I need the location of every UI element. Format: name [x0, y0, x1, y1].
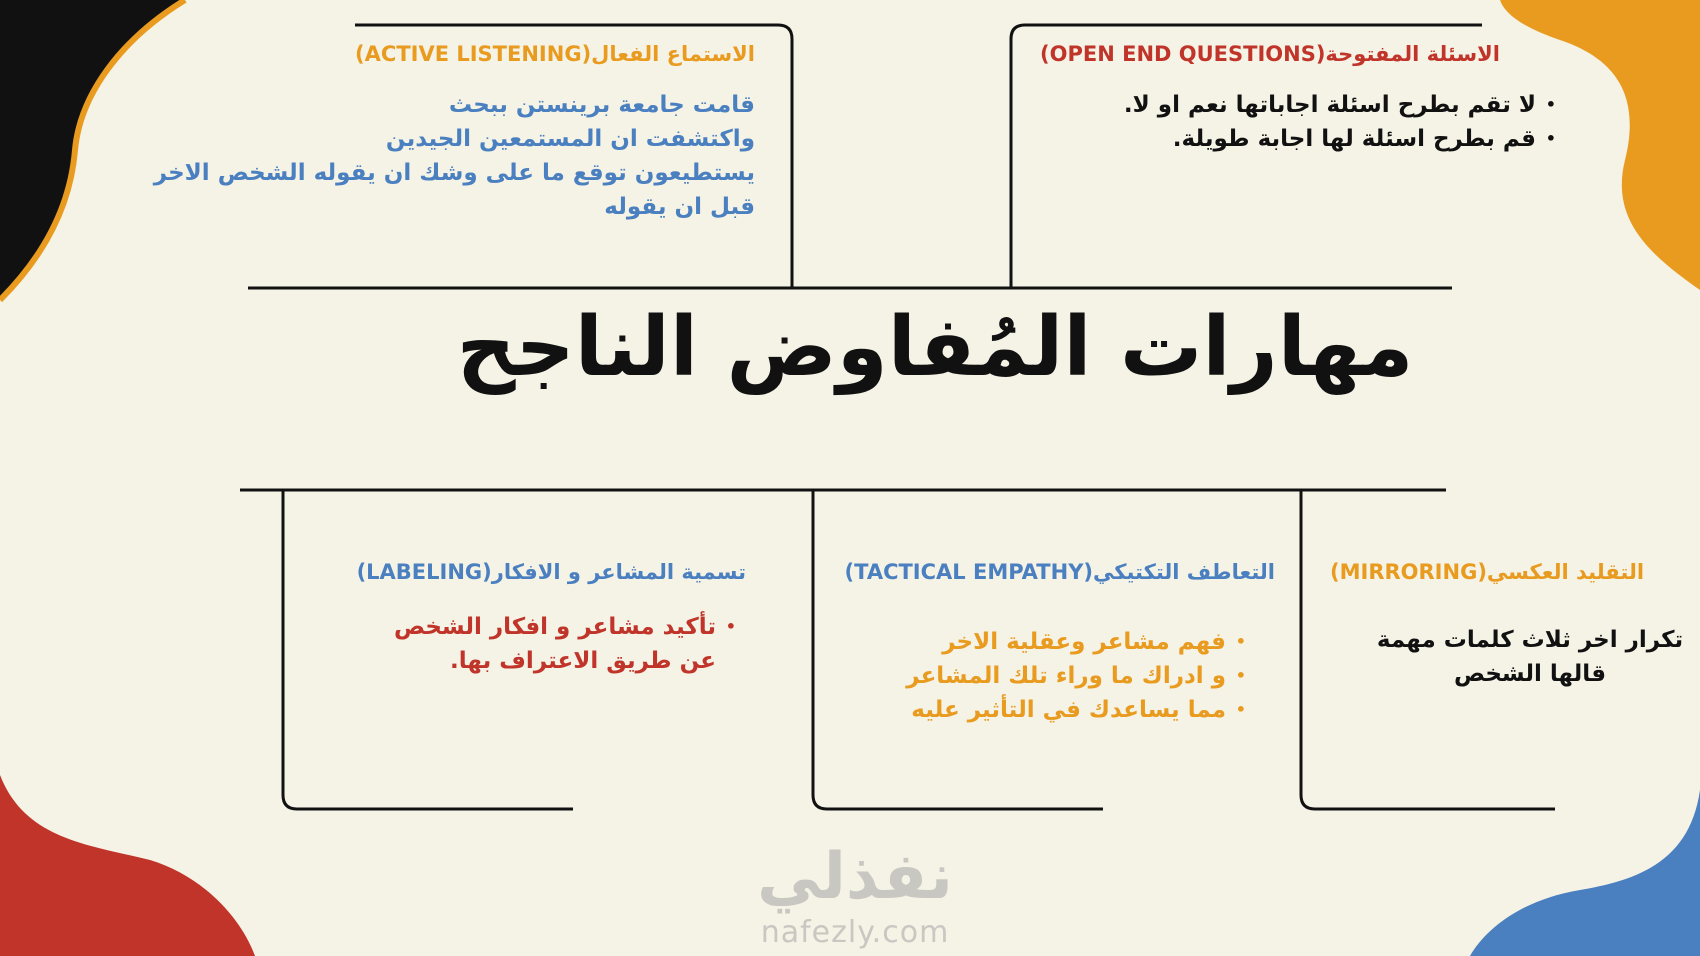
mirroring-header: التقليد العكسي(MIRRORING) [1330, 560, 1645, 584]
text-line: قالها الشخص [1453, 661, 1607, 687]
labeling-header: تسمية المشاعر و الافكار(LABELING) [356, 560, 746, 584]
text-line: واكتشفت ان المستمعين الجيدين [385, 126, 755, 152]
active-listening-text [130, 88, 755, 224]
list-item: • تأكيد مشاعر و افكار الشخص عن طريق الاعتراف بها. [380, 610, 740, 678]
list-item: • لا تقم بطرح اسئلة اجاباتها نعم او لا. [1040, 88, 1560, 122]
watermark-arabic: نفذلي [757, 840, 953, 914]
text-line: يستطيعون توقع ما على وشك ان يقوله الشخص الاخر [153, 160, 755, 186]
text-line: قبل ان يقوله [604, 194, 755, 220]
open-questions-list [1040, 88, 1560, 156]
mirroring-clip [1330, 545, 1700, 725]
open-questions-header: الاسئلة المفتوحة(OPEN END QUESTIONS) [1040, 42, 1500, 66]
bottom-right-blob [1470, 790, 1700, 956]
list-item: • قم بطرح اسئلة لها اجابة طويلة. [1040, 122, 1560, 156]
list-item: • و ادراك ما وراء تلك المشاعر [860, 659, 1250, 693]
mirroring-text [1330, 623, 1700, 691]
list-item: • فهم مشاعر وعقلية الاخر [860, 625, 1250, 659]
tactical-empathy-header: التعاطف التكتيكي(TACTICAL EMPATHY) [844, 560, 1275, 584]
text-line: تكرار اخر ثلاث كلمات مهمة [1376, 627, 1684, 653]
labeling-list [380, 610, 740, 678]
bottom-left-blob [0, 775, 255, 956]
page-title: مهارات المُفاوض الناجح [456, 300, 1414, 395]
watermark-url: nafezly.com [760, 915, 950, 950]
list-item: • مما يساعدك في التأثير عليه [860, 693, 1250, 727]
tactical-empathy-list [860, 625, 1250, 727]
text-line: قامت جامعة برينستن ببحث [448, 92, 755, 118]
active-listening-header: الاستماع الفعال(ACTIVE LISTENING) [355, 42, 755, 66]
